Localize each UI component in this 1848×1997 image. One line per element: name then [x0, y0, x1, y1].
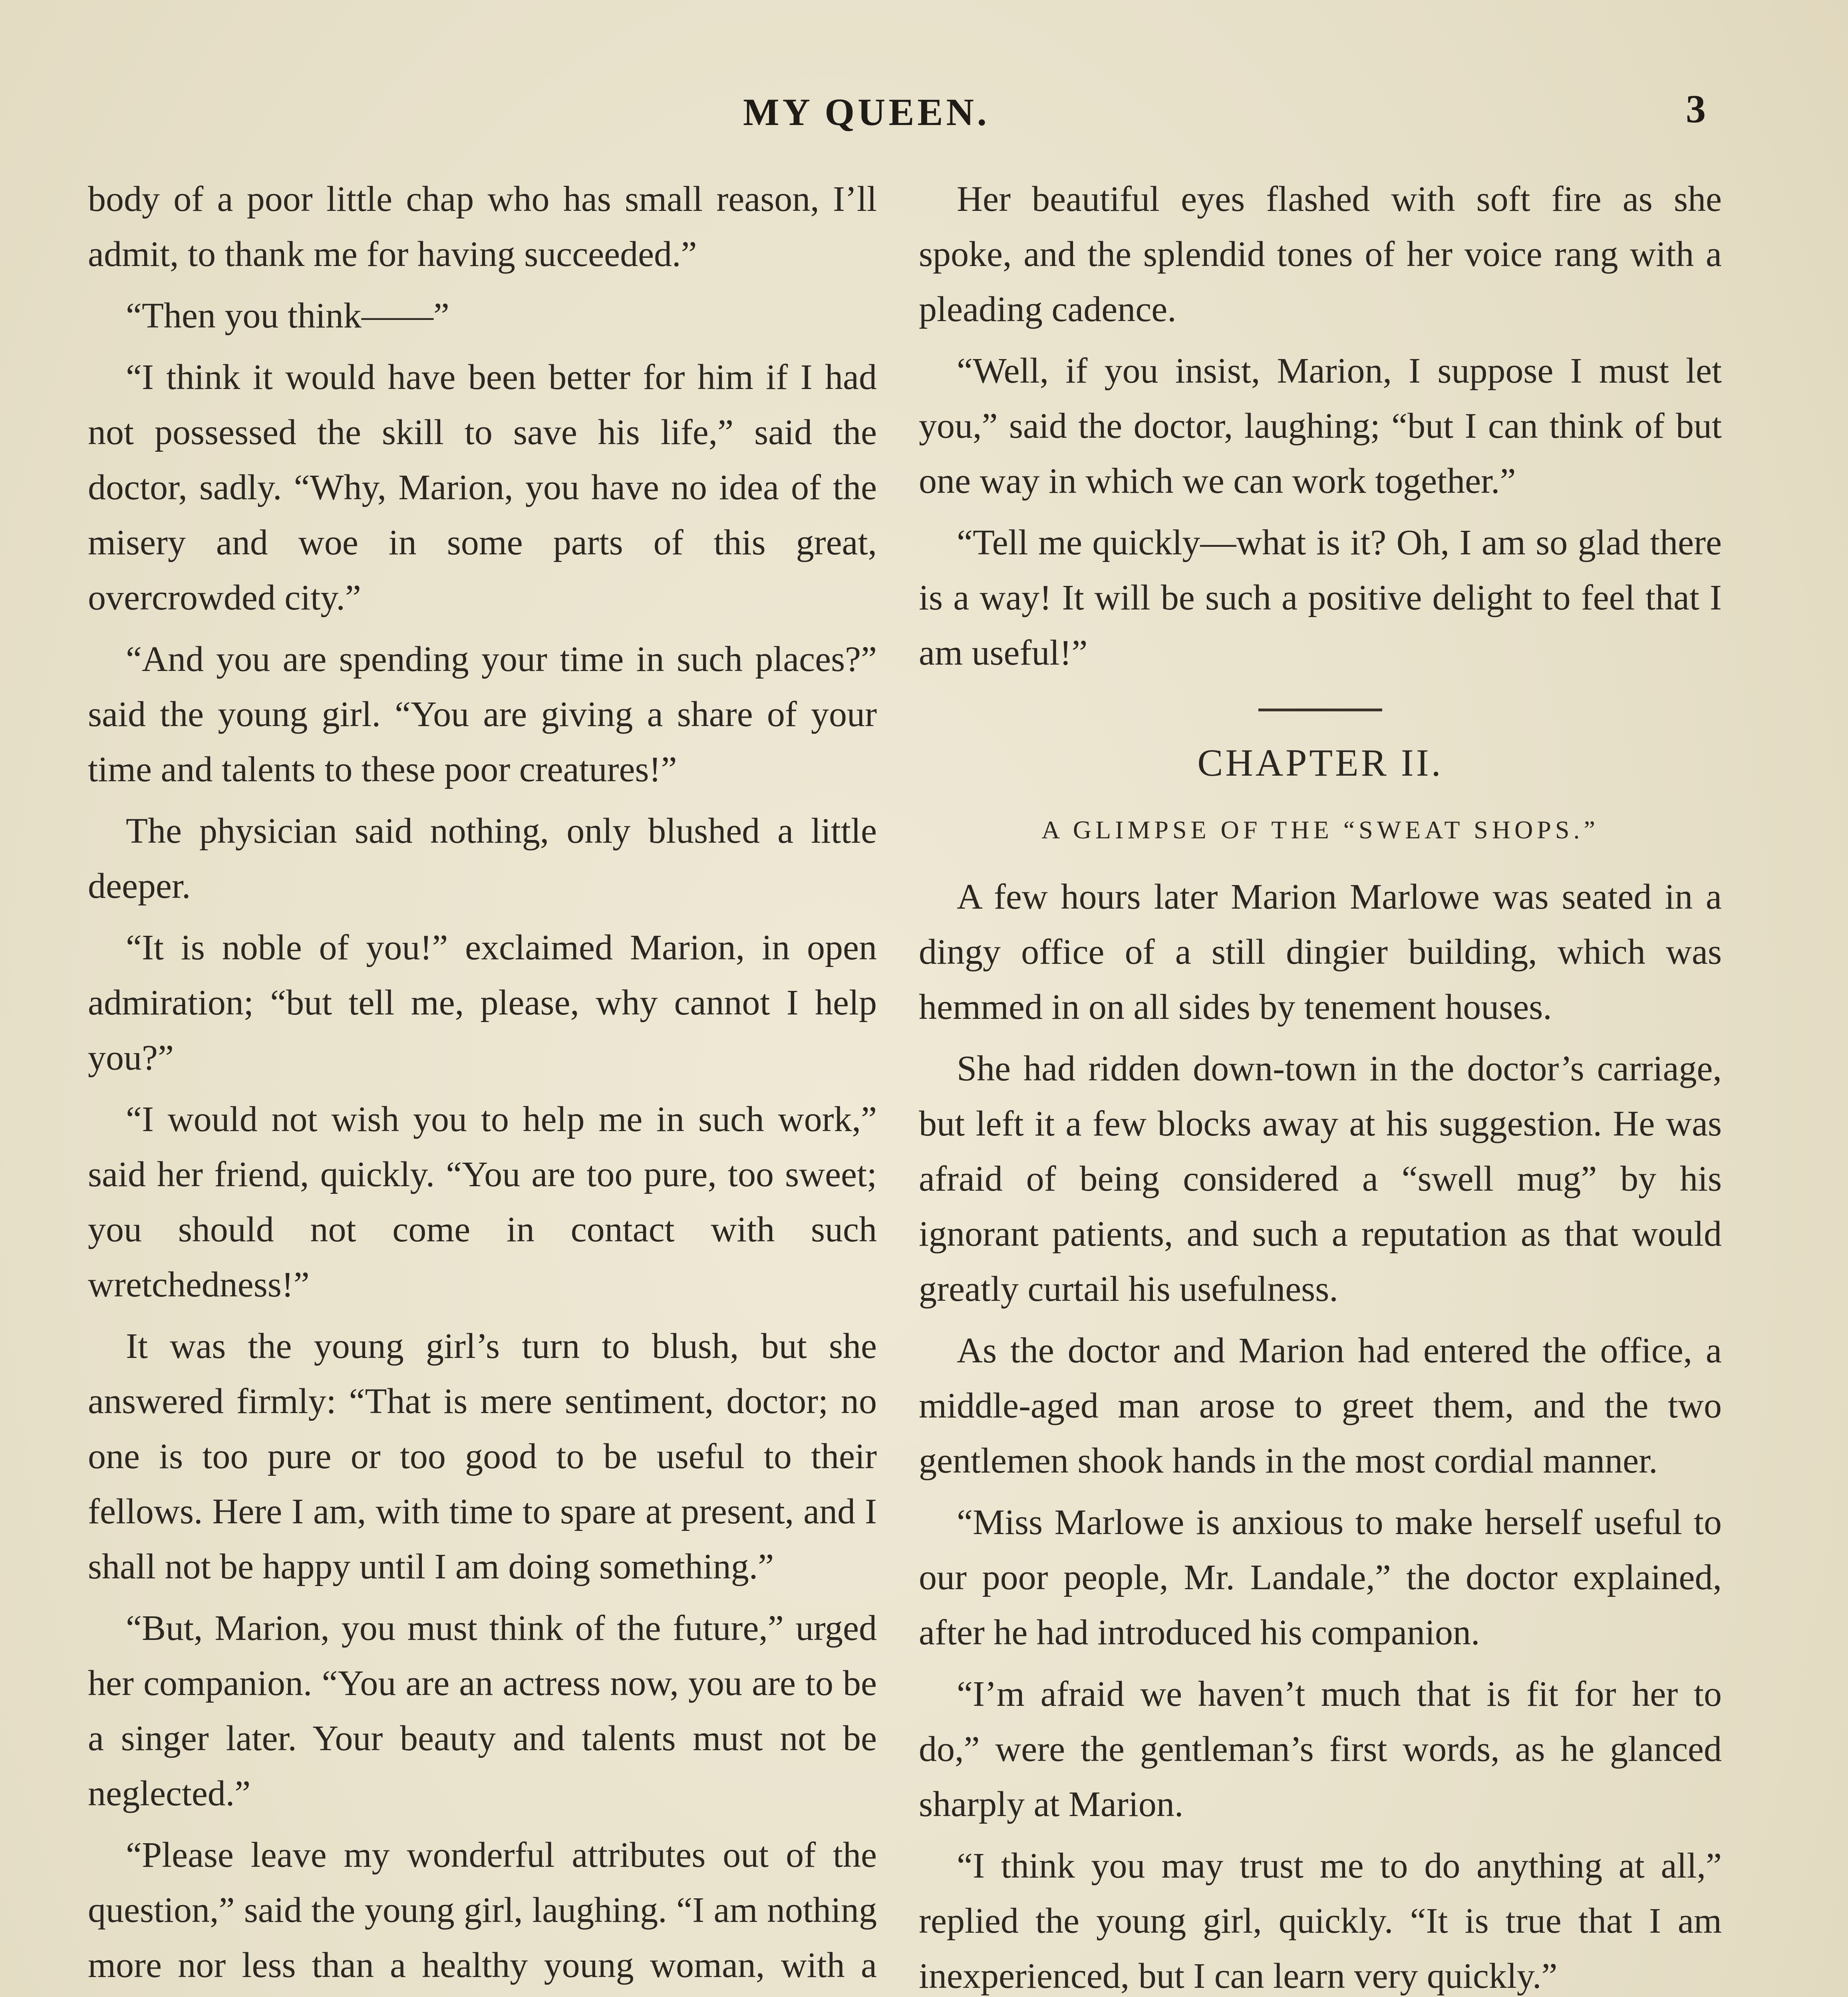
- right-column: [919, 172, 1722, 1997]
- paragraph: The physician said nothing, only blushed a little deeper.: [88, 811, 877, 906]
- paragraph: It was the young girl’s turn to blush, but she answered firmly: “That is mere sentiment, doctor; no one is too pure or too good to be useful to their fellows. Here I am, with time to spare at present, and I shall not be happy until I am doing something.”: [88, 1326, 877, 1586]
- left-column: [88, 172, 877, 1997]
- chapter-subtitle: A GLIMPSE OF THE “SWEAT SHOPS.”: [1041, 816, 1599, 844]
- paragraph: As the doctor and Marion had entered the office, a middle-aged man arose to greet them, and the two gentlemen shook hands in the most cordial manner.: [919, 1331, 1722, 1481]
- paragraph: “It is noble of you!” exclaimed Marion, in open admiration; “but tell me, please, why cannot I help you?”: [88, 928, 877, 1078]
- paragraph: “And you are spending your time in such places?” said the young girl. “You are giving a share of your time and talents to these poor creatures!”: [88, 639, 877, 789]
- running-title: MY QUEEN.: [743, 91, 990, 133]
- paragraph: She had ridden down-town in the doctor’s carriage, but left it a few blocks away at his suggestion. He was afraid of being considered a “swell mug” by his ignorant patients, and such a reputation as that would greatly curtail his usefulness.: [919, 1049, 1722, 1309]
- paragraph: “Miss Marlowe is anxious to make herself useful to our poor people, Mr. Landale,” the doctor explained, after he had introduced his companion.: [919, 1503, 1722, 1652]
- paragraph: “I’m afraid we haven’t much that is fit for her to do,” were the gentleman’s first words, as he glanced sharply at Marion.: [919, 1674, 1722, 1824]
- paragraph: A few hours later Marion Marlowe was seated in a dingy office of a still dingier building, which was hemmed in on all sides by tenement houses.: [919, 877, 1722, 1027]
- paragraph: “Please leave my wonderful attributes out of the question,” said the young girl, laughing. “I am nothing more nor less than a healthy young woman, with a: [88, 1835, 877, 1985]
- page-header: [0, 87, 1848, 138]
- paragraph: “Then you think——”: [126, 296, 449, 335]
- paragraph: “Well, if you insist, Marion, I suppose I must let you,” said the doctor, laughing; “but I can think of but one way in which we can work together.”: [919, 351, 1722, 501]
- chapter-title: CHAPTER II.: [1197, 741, 1443, 784]
- paragraph: “Tell me quickly—what is it? Oh, I am so glad there is a way! It will be such a positive delight to feel that I am useful!”: [919, 523, 1722, 673]
- paragraph: “But, Marion, you must think of the future,” urged her companion. “You are an actress now, you are to be a singer later. Your beauty and talents must not be neglected.”: [88, 1608, 877, 1813]
- paragraph: “I would not wish you to help me in such work,” said her friend, quickly. “You are too pure, too sweet; you should not come in contact with such wretchedness!”: [88, 1100, 877, 1304]
- paragraph: Her beautiful eyes flashed with soft fire as she spoke, and the splendid tones of her voice rang with a pleading cadence.: [919, 179, 1722, 329]
- paragraph: “I think it would have been better for him if I had not possessed the skill to save his life,” said the doctor, sadly. “Why, Marion, you have no idea of the misery and woe in some parts of this great, overcrowded city.”: [88, 357, 877, 617]
- page-number: 3: [1686, 87, 1706, 131]
- paragraph: body of a poor little chap who has small reason, I’ll admit, to thank me for having succeeded.”: [88, 179, 877, 274]
- section-divider: [1258, 709, 1382, 711]
- paragraph: “I think you may trust me to do anything at all,” replied the young girl, quickly. “It is true that I am inexperienced, but I can learn very quickly.”: [919, 1846, 1722, 1996]
